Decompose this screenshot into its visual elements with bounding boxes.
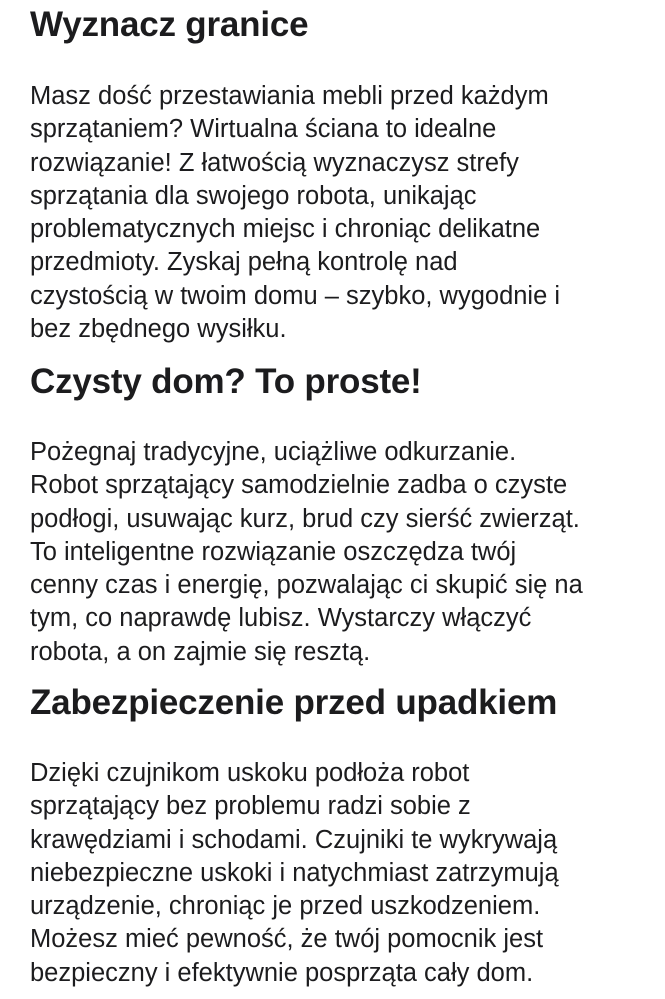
paragraph-line: rozwiązanie! Z łatwością wyznaczysz strefy — [30, 148, 519, 177]
paragraph-line: urządzenie, chroniąc je przed uszkodzeniem. — [30, 892, 541, 921]
paragraph-line: czystością w twoim domu – szybko, wygodnie i — [30, 281, 561, 310]
paragraph-line: Możesz mieć pewność, że twój pomocnik jest — [30, 925, 544, 954]
paragraph-line: tym, co naprawdę lubisz. Wystarczy włączyć — [30, 604, 532, 633]
section-paragraph — [30, 80, 560, 346]
paragraph-line: To inteligentne rozwiązanie oszczędza twój — [30, 537, 517, 566]
paragraph-line: podłogi, usuwając kurz, brud czy sierść zwierząt. — [30, 504, 580, 533]
section-paragraph — [30, 757, 559, 990]
paragraph-line: sprzątaniem? Wirtualna ściana to idealne — [30, 115, 497, 144]
paragraph-line: Masz dość przestawiania mebli przed każdym — [30, 82, 549, 110]
paragraph-line: Robot sprzątający samodzielnie zadba o czyste — [30, 471, 568, 500]
paragraph-line: Pożegnaj tradycyjne, uciążliwe odkurzanie. — [30, 438, 517, 466]
section-heading: Zabezpieczenie przed upadkiem — [30, 683, 558, 722]
paragraph-line: przedmioty. Zyskaj pełną kontrolę nad — [30, 248, 458, 277]
paragraph-line: krawędziami i schodami. Czujniki te wykrywają — [30, 825, 558, 854]
paragraph-line: robota, a on zajmie się resztą. — [30, 637, 371, 666]
section-paragraph — [30, 436, 583, 669]
paragraph-line: bez zbędnego wysiłku. — [30, 315, 287, 344]
section-heading: Czysty dom? To proste! — [30, 362, 422, 401]
paragraph-line: niebezpieczne uskoki i natychmiast zatrzymują — [30, 858, 559, 887]
section-heading: Wyznacz granice — [30, 5, 309, 44]
paragraph-line: sprzątania dla swojego robota, unikając — [30, 181, 477, 210]
paragraph-line: problematycznych miejsc i chroniąc delikatne — [30, 215, 541, 244]
paragraph-line: bezpieczny i efektywnie posprząta cały dom. — [30, 958, 534, 987]
paragraph-line: sprzątający bez problemu radzi sobie z — [30, 792, 471, 821]
paragraph-line: cenny czas i energię, pozwalając ci skupić się na — [30, 571, 583, 600]
paragraph-line: Dzięki czujnikom uskoku podłoża robot — [30, 759, 470, 787]
